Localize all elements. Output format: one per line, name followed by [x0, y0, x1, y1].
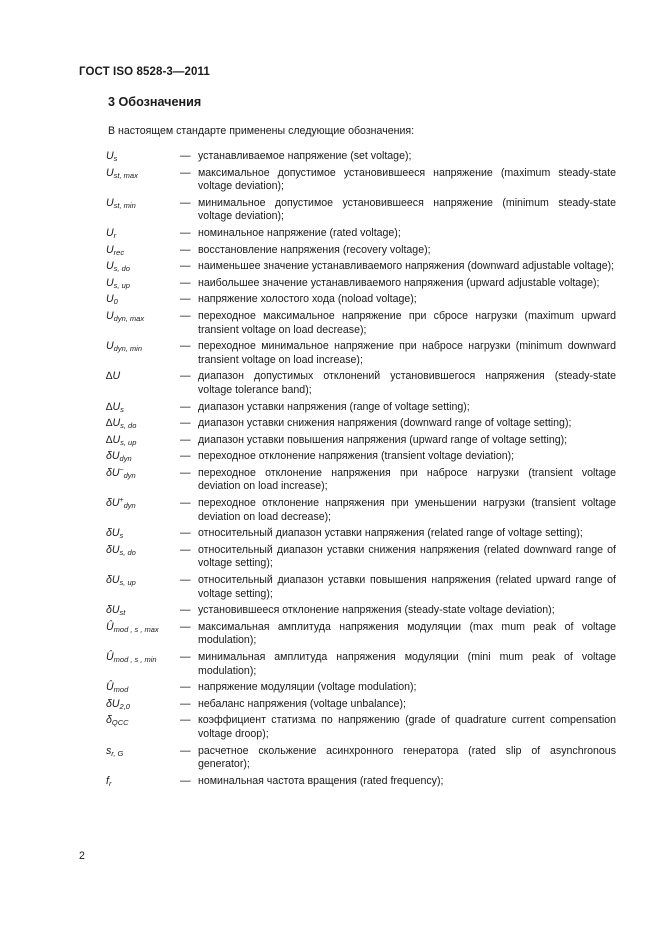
symbol-subscript: st, min	[113, 200, 136, 210]
symbol-base: Û	[106, 651, 114, 663]
symbol-base: δU	[106, 497, 120, 510]
symbol-base: U	[106, 196, 114, 209]
symbol-description: номинальное напряжение (rated voltage);	[198, 226, 401, 239]
symbol-base: s	[106, 744, 112, 757]
list-item	[106, 621, 616, 648]
list-item	[106, 417, 616, 431]
symbol	[106, 621, 180, 648]
list-item	[106, 467, 616, 494]
symbol	[106, 293, 180, 307]
symbol-description: установившееся отклонение напряжения (steady-state voltage deviation);	[198, 604, 555, 617]
symbol-subscript: dyn	[123, 501, 136, 511]
dash-separator: —	[180, 604, 191, 617]
list-item	[106, 401, 616, 415]
symbol-subscript: s, do	[120, 421, 137, 431]
symbol	[106, 745, 180, 772]
symbol	[106, 401, 180, 415]
list-item	[106, 604, 616, 618]
symbol	[106, 260, 180, 274]
symbol	[106, 574, 180, 601]
symbol-subscript: r	[108, 778, 112, 788]
list-item	[106, 497, 616, 524]
section-title: 3 Обозначения	[108, 95, 202, 109]
symbol-description: номинальная частота вращения (rated frequency);	[198, 774, 444, 787]
symbol-subscript: dyn	[119, 454, 132, 464]
list-item	[106, 260, 616, 274]
list-item	[106, 698, 616, 712]
symbol	[106, 244, 180, 258]
dash-separator: —	[180, 774, 191, 787]
page-number: 2	[79, 850, 85, 862]
symbol	[106, 604, 180, 618]
dash-separator: —	[180, 744, 191, 757]
symbol-subscript: st	[119, 608, 126, 618]
symbol	[106, 714, 180, 741]
list-item	[106, 293, 616, 307]
symbol-subscript: dyn, max	[113, 313, 145, 323]
symbol-description: максимальное допустимое установившееся напряжение (maximum steady-state voltage deviation);	[198, 166, 616, 193]
dash-separator: —	[180, 497, 191, 510]
symbol-base: δU	[106, 697, 120, 710]
symbol	[106, 227, 180, 241]
symbol-base: δU	[106, 466, 120, 479]
dash-separator: —	[180, 166, 191, 179]
symbol	[106, 150, 180, 164]
symbol-description: относительный диапазон уставки повышения напряжения (related upward range of voltage setting);	[198, 574, 616, 600]
list-item	[106, 150, 616, 164]
symbol-description: диапазон уставки напряжения (range of voltage setting);	[198, 400, 470, 413]
symbol	[106, 527, 180, 541]
dash-separator: —	[180, 400, 191, 413]
symbol-subscript: r, G	[111, 748, 124, 758]
symbol	[106, 467, 180, 494]
symbol-description: наименьшее значение устанавливаемого напряжения (downward adjustable voltage);	[198, 260, 615, 273]
symbol-description: максимальная амплитуда напряжения модуляции (max mum peak of voltage modulation);	[198, 620, 616, 647]
symbol-base: U	[106, 293, 114, 306]
symbol-subscript: s	[113, 154, 118, 163]
dash-separator: —	[180, 651, 191, 663]
symbol-base: U	[106, 260, 114, 273]
symbol-description: переходное отклонение напряжения при уменьшении нагрузки (transient voltage deviation on load decrease);	[198, 497, 616, 523]
symbol	[106, 197, 180, 224]
symbol-base: δU	[106, 574, 120, 587]
symbol-base: δU	[106, 604, 120, 617]
symbol	[106, 310, 180, 337]
symbol-subscript: s, do	[119, 547, 136, 557]
intro-text: В настоящем стандарте применены следующие обозначения:	[108, 125, 415, 137]
symbol-description: переходное отклонение напряжения (transient voltage deviation);	[198, 450, 515, 463]
symbol-base: U	[106, 243, 114, 256]
list-item	[106, 775, 616, 789]
dash-separator: —	[180, 340, 191, 353]
symbol-base: δU	[106, 527, 120, 540]
symbol-base: δU	[106, 450, 120, 463]
symbol	[106, 277, 180, 291]
document-header: ГОСТ ISO 8528-3—2011	[79, 66, 210, 78]
dash-separator: —	[180, 276, 191, 289]
symbol-subscript: 2,0	[119, 701, 130, 711]
symbol-superscript: +	[119, 497, 124, 505]
symbol-subscript: s, do	[113, 264, 130, 274]
list-item	[106, 434, 616, 448]
symbol-subscript: mod	[113, 685, 129, 695]
symbol-subscript: QCC	[111, 718, 129, 728]
symbol	[106, 340, 180, 367]
symbol-description: диапазон уставки повышения напряжения (upward range of voltage setting);	[198, 433, 568, 446]
dash-separator: —	[180, 681, 191, 694]
symbol-description: наибольшее значение устанавливаемого напряжения (upward adjustable voltage);	[198, 276, 600, 289]
symbol-base: f	[106, 774, 109, 787]
symbol-base: Û	[106, 620, 114, 633]
list-item	[106, 527, 616, 541]
symbol-base: ∆U	[106, 400, 121, 413]
symbol-subscript: s, up	[113, 280, 130, 290]
symbol-subscript: rec	[113, 247, 125, 257]
symbol-description: переходное отклонение напряжения при набросе нагрузки (transient voltage deviation on load increase);	[198, 466, 616, 493]
symbol	[106, 450, 180, 464]
symbol-subscript: dyn, min	[113, 344, 143, 354]
symbol	[106, 698, 180, 712]
symbol-base: ∆U	[106, 417, 121, 430]
list-item	[106, 745, 616, 772]
list-item	[106, 651, 616, 678]
dash-separator: —	[180, 196, 191, 209]
symbol-base: δ	[106, 714, 112, 727]
symbol-description: устанавливаемое напряжение (set voltage);	[198, 150, 412, 162]
symbol-base: U	[106, 166, 114, 179]
symbol-base: U	[106, 309, 114, 322]
symbol-base: U	[106, 150, 114, 162]
dash-separator: —	[180, 714, 191, 727]
symbol-description: переходное минимальное напряжение при набросе нагрузки (minimum downward transient voltage on load increase);	[198, 340, 616, 366]
symbol-subscript: r	[113, 230, 117, 240]
symbol-subscript: mod , s , max	[113, 624, 159, 634]
dash-separator: —	[180, 543, 191, 556]
symbol-subscript: dyn	[123, 470, 136, 480]
list-item	[106, 310, 616, 337]
symbol-description: диапазон допустимых отклонений установившегося напряжения (steady-state voltage tolerance band);	[198, 370, 616, 396]
symbol-base: U	[106, 226, 114, 239]
dash-separator: —	[180, 450, 191, 463]
list-item	[106, 681, 616, 695]
symbol-description: относительный диапазон уставки напряжения (related range of voltage setting);	[198, 527, 583, 540]
symbol	[106, 370, 180, 397]
dash-separator: —	[180, 620, 191, 633]
dash-separator: —	[180, 260, 191, 273]
list-item	[106, 714, 616, 741]
symbol-base: ∆U	[106, 370, 121, 383]
symbol-subscript: s, up	[119, 578, 136, 588]
symbol-description: напряжение модуляции (voltage modulation);	[198, 681, 417, 694]
list-item	[106, 370, 616, 397]
dash-separator: —	[180, 370, 191, 383]
list-item	[106, 197, 616, 224]
symbol-description: диапазон уставки снижения напряжения (downward range of voltage setting);	[198, 417, 572, 430]
symbol	[106, 434, 180, 448]
symbol	[106, 497, 180, 524]
symbol-description: напряжение холостого хода (noload voltage);	[198, 293, 417, 306]
symbol	[106, 417, 180, 431]
symbol	[106, 167, 180, 194]
symbol-base: U	[106, 340, 114, 353]
symbol-description: коэффициент статизма по напряжению (grade of quadrature current compensation voltage droop);	[198, 714, 616, 740]
symbol-superscript: −	[119, 466, 124, 474]
dash-separator: —	[180, 527, 191, 540]
dash-separator: —	[180, 150, 191, 162]
dash-separator: —	[180, 433, 191, 446]
symbol-description: относительный диапазон уставки снижения напряжения (related downward range of voltage setting);	[198, 543, 616, 570]
symbol-subscript: mod , s , min	[113, 655, 157, 664]
list-item	[106, 544, 616, 571]
symbols-list	[106, 150, 616, 791]
list-item	[106, 244, 616, 258]
list-item	[106, 277, 616, 291]
symbol-description: небаланс напряжения (voltage unbalance);	[198, 697, 406, 710]
symbol-base: δU	[106, 543, 120, 556]
dash-separator: —	[180, 466, 191, 479]
symbol	[106, 775, 180, 789]
symbol-base: Û	[106, 681, 114, 694]
dash-separator: —	[180, 574, 191, 587]
symbol-description: восстановление напряжения (recovery voltage);	[198, 243, 431, 256]
dash-separator: —	[180, 309, 191, 322]
dash-separator: —	[180, 417, 191, 430]
symbol-base: ∆U	[106, 433, 121, 446]
dash-separator: —	[180, 243, 191, 256]
symbol-subscript: 0	[113, 297, 118, 307]
symbol-base: U	[106, 276, 114, 289]
symbol-subscript: st, max	[113, 170, 138, 180]
symbol-description: расчетное скольжение асинхронного генератора (rated slip of asynchronous generator);	[198, 744, 616, 771]
symbol-description: минимальная амплитуда напряжения модуляции (mini mum peak of voltage modulation);	[198, 651, 616, 677]
list-item	[106, 227, 616, 241]
list-item	[106, 450, 616, 464]
symbol-subscript: s	[120, 404, 124, 414]
symbol	[106, 651, 180, 678]
dash-separator: —	[180, 226, 191, 239]
symbol-description: минимальное допустимое установившееся напряжение (minimum steady-state voltage deviation);	[198, 196, 616, 223]
symbol	[106, 681, 180, 695]
list-item	[106, 167, 616, 194]
symbol-subscript: s, up	[120, 437, 137, 447]
symbol	[106, 544, 180, 571]
symbol-subscript: s	[119, 531, 124, 541]
list-item	[106, 340, 616, 367]
symbol-description: переходное максимальное напряжение при сбросе нагрузки (maximum upward transient voltage on load decrease);	[198, 309, 616, 336]
dash-separator: —	[180, 293, 191, 306]
dash-separator: —	[180, 697, 191, 710]
list-item	[106, 574, 616, 601]
